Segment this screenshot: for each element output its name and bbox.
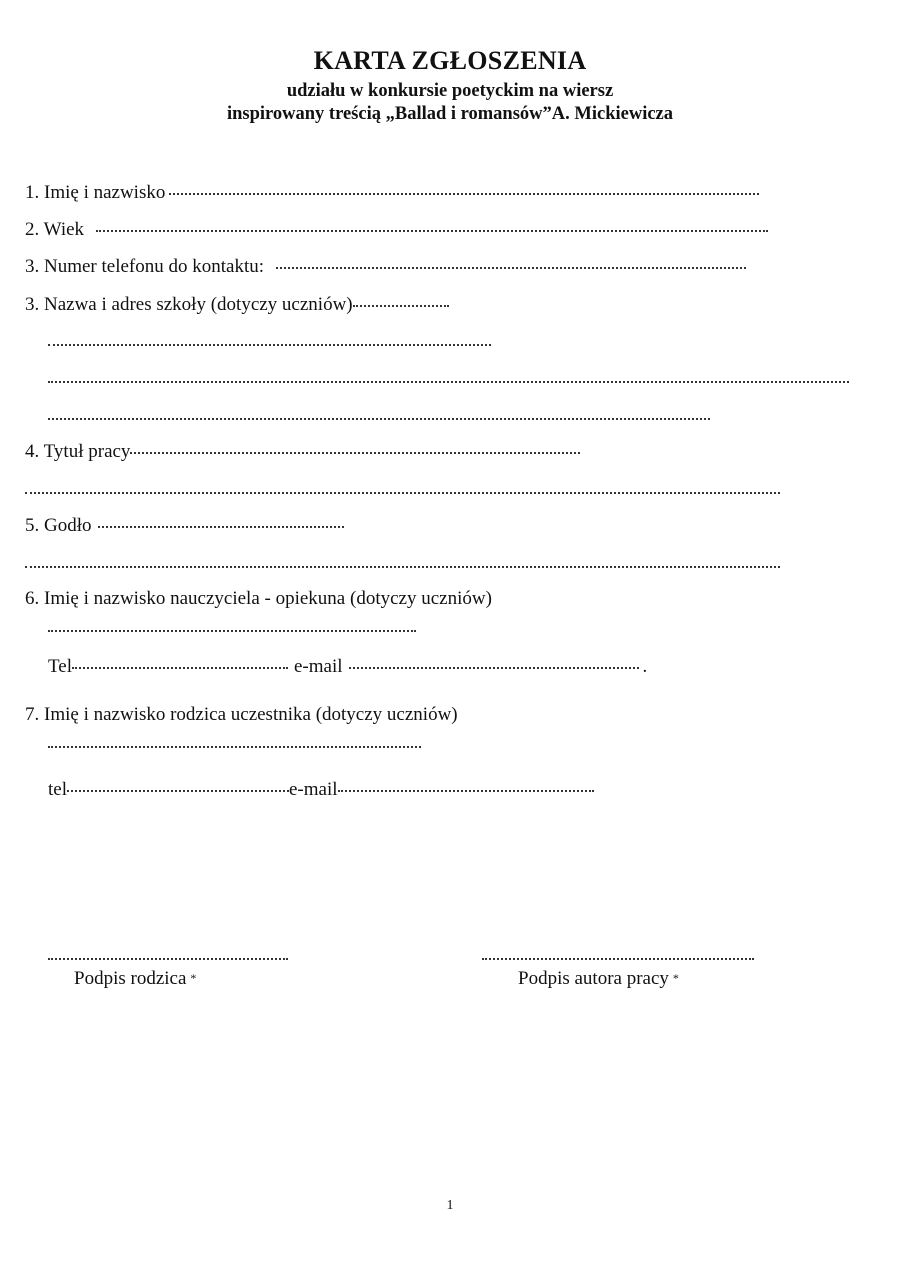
field-teacher (25, 588, 492, 610)
field-phone-label: 3. Numer telefonu do kontaktu: (25, 256, 265, 277)
field-parent-email-input-line[interactable] (338, 790, 594, 792)
field-school (25, 294, 449, 316)
form-title: KARTA ZGŁOSZENIA (313, 46, 587, 75)
field-age-input-line[interactable] (96, 230, 768, 232)
field-parent-email-label: e-mail (289, 779, 338, 800)
field-school-label: 3. Nazwa i adres szkoły (dotyczy uczniów) (25, 294, 353, 315)
field-motto-input-line-2[interactable] (25, 566, 780, 568)
parent-signature-label: Podpis rodzica (74, 968, 187, 989)
field-teacher-end-dot: . (642, 656, 648, 677)
form-subtitle-line-2: inspirowany treścią „Ballad i romansów”A. Mickiewicza (226, 104, 674, 124)
field-school-input-line-4[interactable] (48, 418, 710, 420)
field-name-label: 1. Imię i nazwisko (25, 182, 166, 203)
field-teacher-tel-input-line[interactable] (72, 667, 288, 669)
field-teacher-name-input-line[interactable] (48, 630, 416, 632)
field-teacher-email-label: e-mail (294, 656, 343, 677)
form-subtitle-line-1: udziału w konkursie poetyckim na wiersz (286, 81, 614, 101)
field-parent-contact (48, 779, 594, 801)
field-work-title-input-line-2[interactable] (25, 492, 780, 494)
field-teacher-contact (48, 656, 647, 678)
field-parent (25, 704, 458, 726)
field-teacher-email-input-line[interactable] (349, 667, 639, 669)
field-school-input-line-1[interactable] (353, 305, 449, 307)
field-work-title-input-line-1[interactable] (130, 452, 580, 454)
field-work-title-label: 4. Tytuł pracy (25, 441, 131, 462)
field-parent-tel-input-line[interactable] (67, 790, 289, 792)
author-signature-label: Podpis autora pracy (518, 968, 669, 989)
author-signature-line[interactable] (482, 958, 754, 960)
field-parent-name-input-line[interactable] (48, 746, 421, 748)
field-work-title (25, 441, 580, 463)
field-motto (25, 515, 344, 537)
field-name-input-line[interactable] (169, 193, 759, 195)
field-motto-label: 5. Godło (25, 515, 92, 536)
page-number: 1 (446, 1198, 454, 1213)
field-age-label: 2. Wiek (25, 219, 85, 240)
field-parent-label: 7. Imię i nazwisko rodzica uczestnika (dotyczy uczniów) (25, 704, 458, 725)
parent-signature-line[interactable] (48, 958, 288, 960)
field-school-input-line-2[interactable] (48, 344, 491, 346)
field-name (25, 182, 759, 204)
author-signature-asterisk: * (672, 971, 679, 985)
field-parent-tel-label: tel (48, 779, 67, 800)
field-phone (25, 256, 746, 278)
parent-signature-asterisk: * (190, 971, 197, 985)
field-teacher-label: 6. Imię i nazwisko nauczyciela - opiekuna (dotyczy uczniów) (25, 588, 492, 609)
field-teacher-tel-label: Tel (48, 656, 72, 677)
field-phone-input-line[interactable] (276, 267, 746, 269)
author-signature-caption (518, 968, 679, 990)
field-motto-input-line-1[interactable] (98, 526, 344, 528)
field-age (25, 219, 768, 241)
parent-signature-caption (74, 968, 196, 990)
field-school-input-line-3[interactable] (48, 381, 849, 383)
